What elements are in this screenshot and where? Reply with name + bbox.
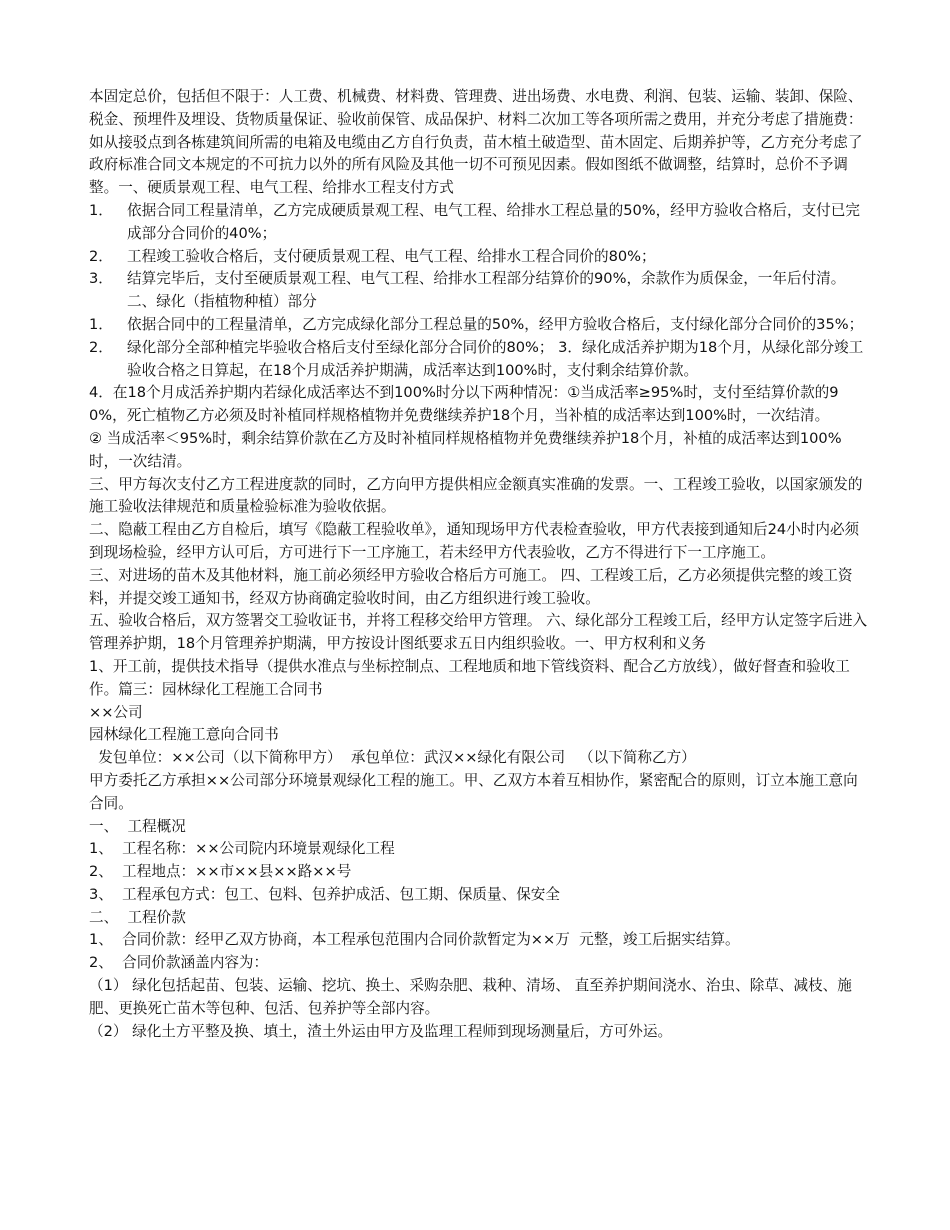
parties-line: 发包单位：××公司（以下简称甲方） 承包单位：武汉××绿化有限公司 （以下简称乙方） bbox=[89, 749, 696, 767]
contract-price: 1、 合同价款：经甲乙双方协商，本工程承包范围内合同价款暂定为××万 元整，竣工后据实结算。 bbox=[89, 931, 740, 949]
scope-item-2: （2） 绿化土方平整及换、填土，渣土外运由甲方及监理工程师到现场测量后，方可外运。 bbox=[89, 1022, 673, 1040]
item-number: 2． bbox=[89, 247, 113, 265]
invoice-paragraph: 三、甲方每次支付乙方工程进度款的同时，乙方向甲方提供相应金额真实准确的发票。一、工程竣工验收，以国家颁发的施工验收法律规范和质量检验标准为验收依据。 bbox=[89, 475, 863, 516]
price-coverage: 2、 合同价款涵盖内容为： bbox=[89, 954, 269, 972]
item-number: 3． bbox=[89, 270, 113, 288]
material-inspection-paragraph: 三、对进场的苗木及其他材料，施工前必须经甲方验收合格后方可施工。 四、工程竣工后，乙方必须提供完整的竣工资料，并提交竣工通知书，经双方协商确定验收时间，由乙方组织进行竣工验收。 bbox=[89, 566, 853, 607]
concealed-work-paragraph: 二、隐蔽工程由乙方自检后，填写《隐蔽工程验收单》，通知现场甲方代表检查验收，甲方代表接到通知后24小时内必须到现场检验，经甲方认可后，方可进行下一工序施工，若未经甲方代表验收，乙方不得进行下一工序施工。 bbox=[89, 521, 860, 561]
item-text: 工程竣工验收合格后，支付硬质景观工程、电气工程、给排水工程合同价的80%； bbox=[127, 247, 656, 265]
item-text: 依据合同工程量清单，乙方完成硬质景观工程、电气工程、给排水工程总量的50%，经甲方验收合格后，支付已完成部分合同价的40%； bbox=[127, 201, 860, 242]
intro-paragraph: 本固定总价，包括但不限于：人工费、机械费、材料费、管理费、进出场费、水电费、利润、包装、运输、装卸、保险、税金、预埋件及埋设、货物质量保证、验收前保管、成品保护、材料二次加工等各项所需之费用，并充分考虑了措施费：如从接驳点到各栋建筑间所需的电箱及电缆由乙方自行负责，苗木植土破造型、苗木固定、后期养护等，乙方充分考虑了政府标准合同文本规定的不可抗力以外的所有风险及其他一切不可预见因素。假如图纸不做调整，结算时，总价不予调整。一、硬质景观工程、电气工程、给排水工程支付方式 bbox=[89, 88, 863, 197]
handover-paragraph: 五、验收合格后，双方签署交工验收证书，并将工程移交给甲方管理。 六、绿化部分工程竣工后，经甲方认定签字后进入管理养护期，18个月管理养护期满，甲方按设计图纸要求五日内组织验收。一、甲方权利和义务 bbox=[89, 612, 868, 653]
hard-payment-item-3 bbox=[89, 268, 870, 314]
section-price: 二、 工程价款 bbox=[89, 908, 186, 926]
technical-guidance-paragraph: 1、开工前，提供技术指导（提供水准点与坐标控制点、工程地质和地下管线资料、配合乙方放线），做好督查和验收工作。篇三：园林绿化工程施工合同书 bbox=[89, 657, 850, 698]
company-name: ××公司 bbox=[89, 703, 143, 721]
item-text: 结算完毕后，支付至硬质景观工程、电气工程、给排水工程部分结算价的90%，余款作为质保金，一年后付清。 二、绿化（指植物种植）部分 bbox=[127, 270, 846, 311]
contract-title: 园林绿化工程施工意向合同书 bbox=[89, 726, 279, 744]
item-text: 依据合同中的工程量清单，乙方完成绿化部分工程总量的50%，经甲方验收合格后，支付绿化部分合同价的35%； bbox=[127, 315, 864, 333]
contract-mode: 3、 工程承包方式：包工、包料、包养护成活、包工期、保质量、保安全 bbox=[89, 885, 560, 903]
project-location: 2、 工程地点：××市××县××路××号 bbox=[89, 863, 352, 881]
hard-payment-item-2 bbox=[89, 246, 870, 269]
project-name: 1、 工程名称：××公司院内环境景观绿化工程 bbox=[89, 840, 395, 858]
item-number: 1． bbox=[89, 201, 113, 219]
survival-rate-case-2: ② 当成活率＜95%时，剩余结算价款在乙方及时补植同样规格植物并免费继续养护18个月，补植的成活率达到100%时，一次结清。 bbox=[89, 429, 842, 470]
green-payment-item-1 bbox=[89, 314, 870, 337]
section-overview: 一、 工程概况 bbox=[89, 817, 186, 835]
green-payment-item-2 bbox=[89, 337, 870, 383]
item-text: 绿化部分全部种植完毕验收合格后支付至绿化部分合同价的80%； 3．绿化成活养护期为18个月，从绿化部分竣工验收合格之日算起，在18个月成活养护期满，成活率达到100%时，支付剩余结算价款。 bbox=[127, 338, 864, 379]
scope-item-1: （1） 绿化包括起苗、包装、运输、挖坑、换土、采购杂肥、栽种、清场、 直至养护期间浇水、治虫、除草、减枝、施肥、更换死亡苗木等包种、包活、包养护等全部内容。 bbox=[89, 977, 852, 1017]
item-number: 1． bbox=[89, 315, 113, 333]
item-number: 2． bbox=[89, 338, 113, 356]
entrust-paragraph: 甲方委托乙方承担××公司部分环境景观绿化工程的施工。甲、乙双方本着互相协作，紧密配合的原则，订立本施工意向合同。 bbox=[89, 771, 858, 812]
hard-payment-item-1 bbox=[89, 200, 870, 246]
survival-rate-paragraph: 4．在18个月成活养护期内若绿化成活率达不到100%时分以下两种情况：①当成活率≥95%时，支付至结算价款的90%，死亡植物乙方必须及时补植同样规格植物并免费继续养护18个月，当补植的成活率达到100%时，一次结清。 bbox=[89, 384, 839, 425]
